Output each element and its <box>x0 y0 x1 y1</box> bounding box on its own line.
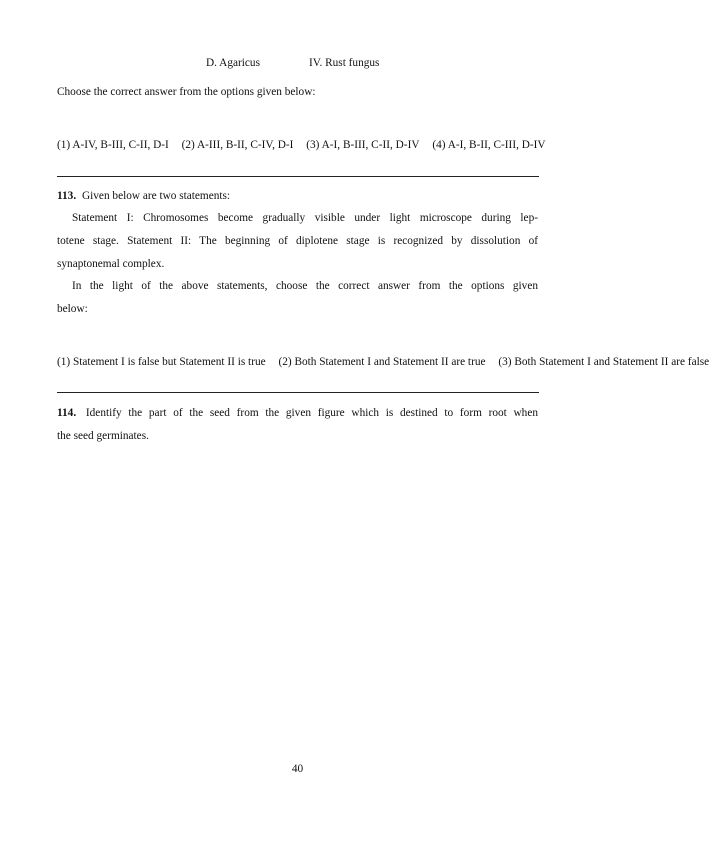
q113-statement-line-2: totene stage. Statement II: The beginning of diplotene stage is recognized by dissolution of <box>57 235 538 247</box>
separator-rule <box>57 392 539 393</box>
q112-option-1: (1) A-IV, B-III, C-II, D-I <box>57 139 169 151</box>
q113-instruction-line-1: In the light of the above statements, choose the correct answer from the options given <box>72 280 538 292</box>
q112-option-3: (3) A-I, B-III, C-II, D-IV <box>306 139 420 151</box>
q112-option-2: (2) A-III, B-II, C-IV, D-I <box>181 139 294 151</box>
q114-line-2: the seed germinates. <box>57 430 149 442</box>
q113-option-1: (1) Statement I is false but Statement II is true <box>57 356 266 368</box>
q112-instruction: Choose the correct answer from the options given below: <box>57 86 316 98</box>
q113-statement-line-3: synaptonemal complex. <box>57 258 165 270</box>
q113-statement-line-1: Statement I: Chromosomes become gradually visible under light microscope during lep- <box>72 212 538 224</box>
separator-rule <box>57 176 539 177</box>
match-item-iv: IV. Rust fungus <box>309 57 380 69</box>
q113-instruction-line-2: below: <box>57 303 88 315</box>
q113-number: 113. <box>57 190 77 202</box>
q112-options <box>57 140 556 151</box>
q113-header <box>57 191 230 202</box>
q114-line-1 <box>57 408 538 419</box>
page-number: 40 <box>291 763 304 775</box>
q114-number: 114. <box>57 407 77 419</box>
q114-text-line-1: Identify the part of the seed from the given figure which is destined to form root when <box>85 407 538 419</box>
match-item-d: D. Agaricus <box>206 57 260 69</box>
q113-options <box>57 356 710 368</box>
q113-intro: Given below are two statements: <box>81 190 231 202</box>
q113-option-2: (2) Both Statement I and Statement II are true <box>278 356 486 368</box>
q112-option-4: (4) A-I, B-II, C-III, D-IV <box>432 139 546 151</box>
q113-option-3: (3) Both Statement I and Statement II are false <box>498 356 710 368</box>
